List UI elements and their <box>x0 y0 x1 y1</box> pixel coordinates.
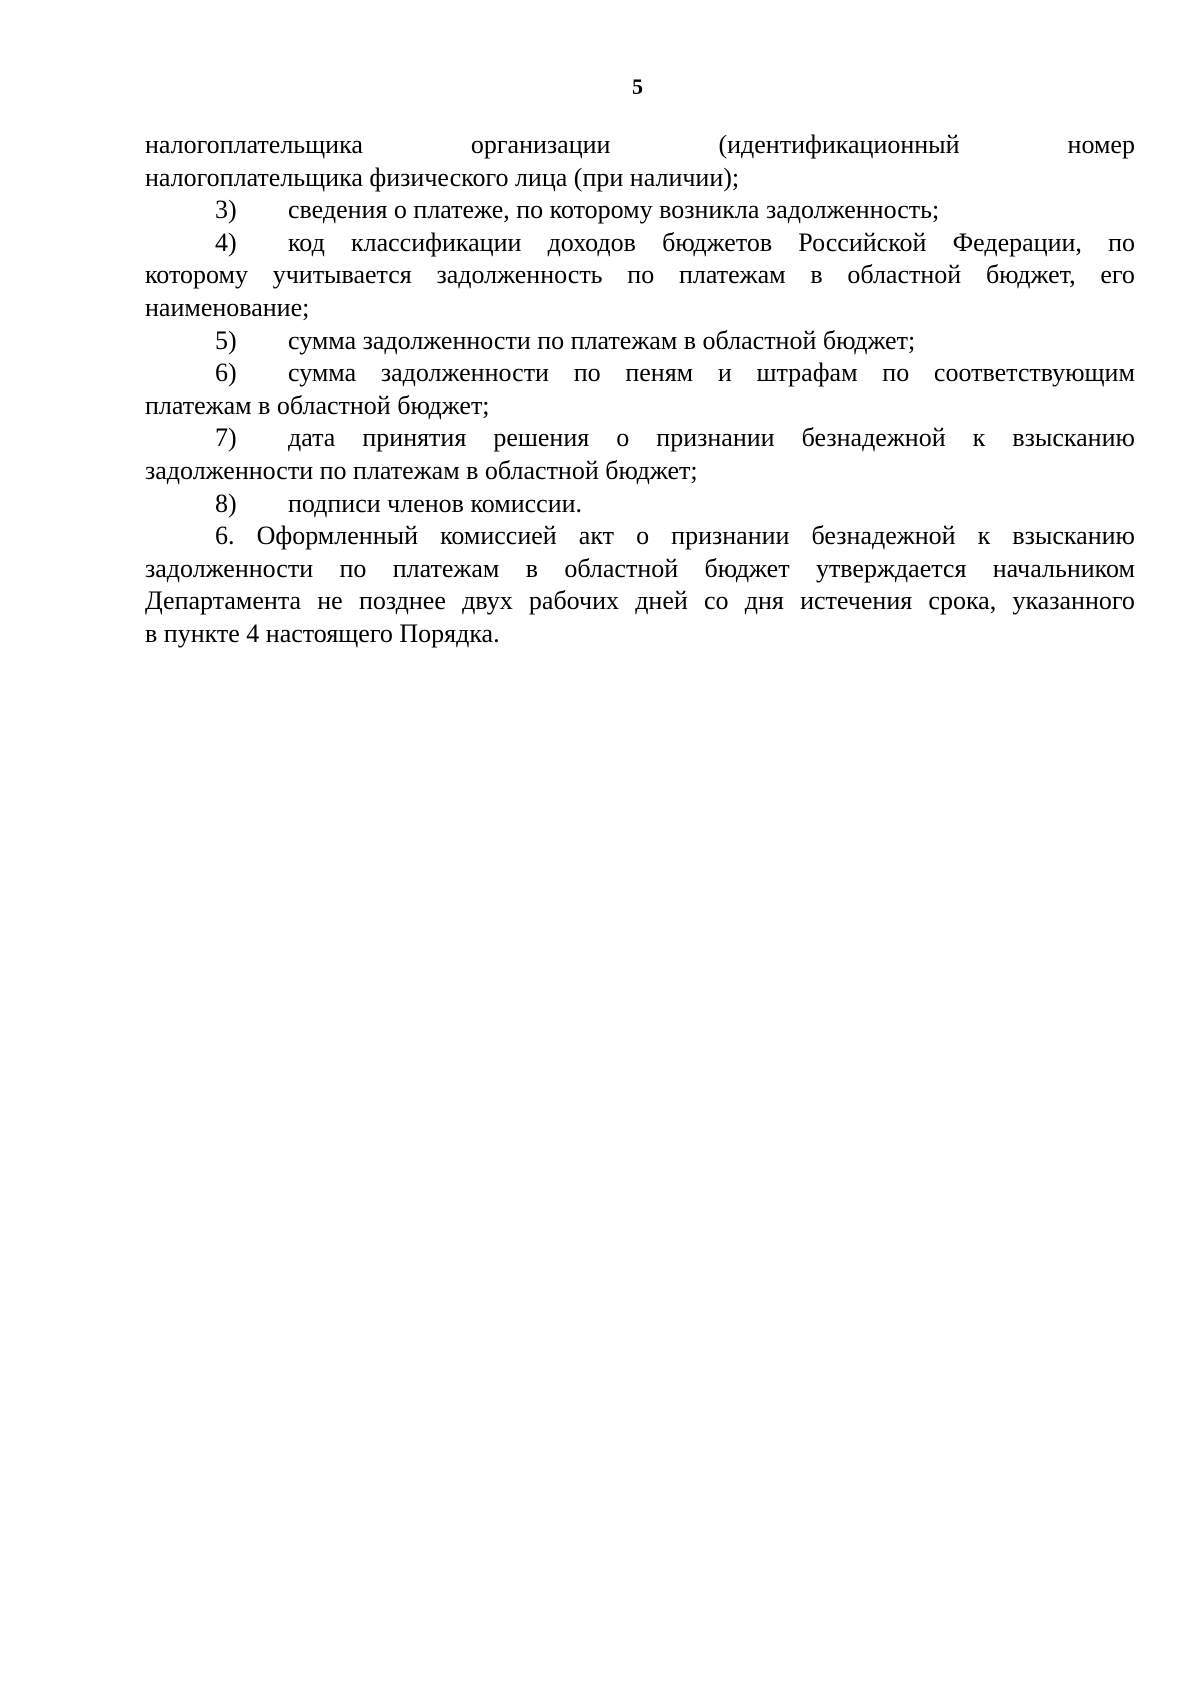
paragraph-6-line-2 <box>145 553 1135 586</box>
word: областной <box>564 553 679 583</box>
word: взысканию <box>1012 521 1135 551</box>
word: к <box>972 423 986 453</box>
page-number: 5 <box>632 74 643 99</box>
word: задолженность <box>436 260 603 290</box>
word: номер <box>1067 130 1135 159</box>
word: и <box>717 358 732 388</box>
word: со <box>704 586 729 616</box>
word: платежам <box>678 260 786 290</box>
paragraph-6-line-4: в пункте 4 настоящего Порядка. <box>145 618 500 648</box>
list-item-3 <box>145 194 1135 227</box>
list-item-5 <box>145 325 1135 358</box>
list-item-4-continuation-end: наименование; <box>145 292 310 322</box>
word: его <box>1100 260 1135 290</box>
word: налогоплательщика <box>145 130 363 159</box>
list-item-text <box>288 227 1135 260</box>
word: начальником <box>992 553 1135 583</box>
text-line-2: налогоплательщика физического лица (при наличии); <box>145 162 740 192</box>
word: двух <box>462 586 513 616</box>
list-item-6 <box>145 357 1135 390</box>
word: не <box>317 586 343 616</box>
word: акт <box>578 521 614 551</box>
word: безнадежной <box>811 521 956 551</box>
list-item-number: 4) <box>215 227 237 257</box>
word: принятия <box>362 423 467 453</box>
list-item-4-continuation <box>145 259 1135 292</box>
list-item-7-continuation: задолженности по платежам в областной бюджет; <box>145 455 698 485</box>
word: бюджет, <box>985 260 1076 290</box>
word: учитывается <box>272 260 412 290</box>
list-item-number: 6) <box>215 358 237 388</box>
word: бюджетов <box>662 227 773 257</box>
word: дня <box>744 586 784 616</box>
paragraph-6-line-1 <box>145 520 1135 553</box>
list-item-text: сумма задолженности по платежам в областной бюджет; <box>288 325 916 355</box>
list-item-6-continuation: платежам в областной бюджет; <box>145 390 490 420</box>
word: о <box>616 423 630 453</box>
list-item-8 <box>145 488 1135 521</box>
word: дней <box>635 586 688 616</box>
list-item-number: 5) <box>215 325 237 355</box>
word: по <box>573 358 601 388</box>
list-item-4 <box>145 227 1135 260</box>
word: Федерации, <box>952 227 1082 257</box>
word: в <box>810 260 823 290</box>
word: по <box>339 553 367 583</box>
word: взысканию <box>1012 423 1135 453</box>
word: 6. <box>215 521 235 551</box>
word: комиссией <box>440 521 557 551</box>
word: к <box>977 521 991 551</box>
list-item-text <box>288 422 1135 455</box>
list-item-text: подписи членов комиссии. <box>288 488 583 518</box>
list-item-number: 7) <box>215 423 237 453</box>
word: Оформленный <box>256 521 418 551</box>
word: классификации <box>350 227 522 257</box>
word: Департамента <box>145 586 302 616</box>
word: штрафам <box>756 358 858 388</box>
word: срока, <box>928 586 997 616</box>
list-item-text <box>288 357 1135 390</box>
word: которому <box>145 260 248 290</box>
word: решения <box>493 423 590 453</box>
word: сумма <box>288 358 357 388</box>
word: истечения <box>800 586 913 616</box>
list-item-text: сведения о платеже, по которому возникла задолженность; <box>288 195 940 225</box>
word: позднее <box>358 586 446 616</box>
word: пеням <box>625 358 694 388</box>
word: задолженности <box>145 553 314 583</box>
list-item-number: 8) <box>215 488 237 518</box>
word: по <box>882 358 910 388</box>
word: областной <box>847 260 962 290</box>
word: бюджет <box>704 553 790 583</box>
word: указанного <box>1012 586 1135 616</box>
list-item-7 <box>145 422 1135 455</box>
word: по <box>1108 227 1135 257</box>
word: соответствующим <box>933 358 1135 388</box>
word: организации <box>470 130 611 159</box>
word: безнадежной <box>801 423 946 453</box>
word: по <box>627 260 655 290</box>
word: дата <box>288 423 336 453</box>
document-body <box>145 129 1135 651</box>
word: платежам <box>392 553 500 583</box>
word: доходов <box>547 227 636 257</box>
word: утверждается <box>815 553 967 583</box>
word: рабочих <box>528 586 619 616</box>
text-line-1 <box>145 129 1135 162</box>
word: признании <box>656 423 775 453</box>
word: о <box>636 521 650 551</box>
word: (идентификационный <box>718 130 960 159</box>
word: код <box>288 227 325 257</box>
word: признании <box>671 521 790 551</box>
word: Российской <box>798 227 927 257</box>
word: в <box>525 553 538 583</box>
word: задолженности <box>380 358 549 388</box>
list-item-number: 3) <box>215 195 237 225</box>
paragraph-6-line-3 <box>145 585 1135 618</box>
